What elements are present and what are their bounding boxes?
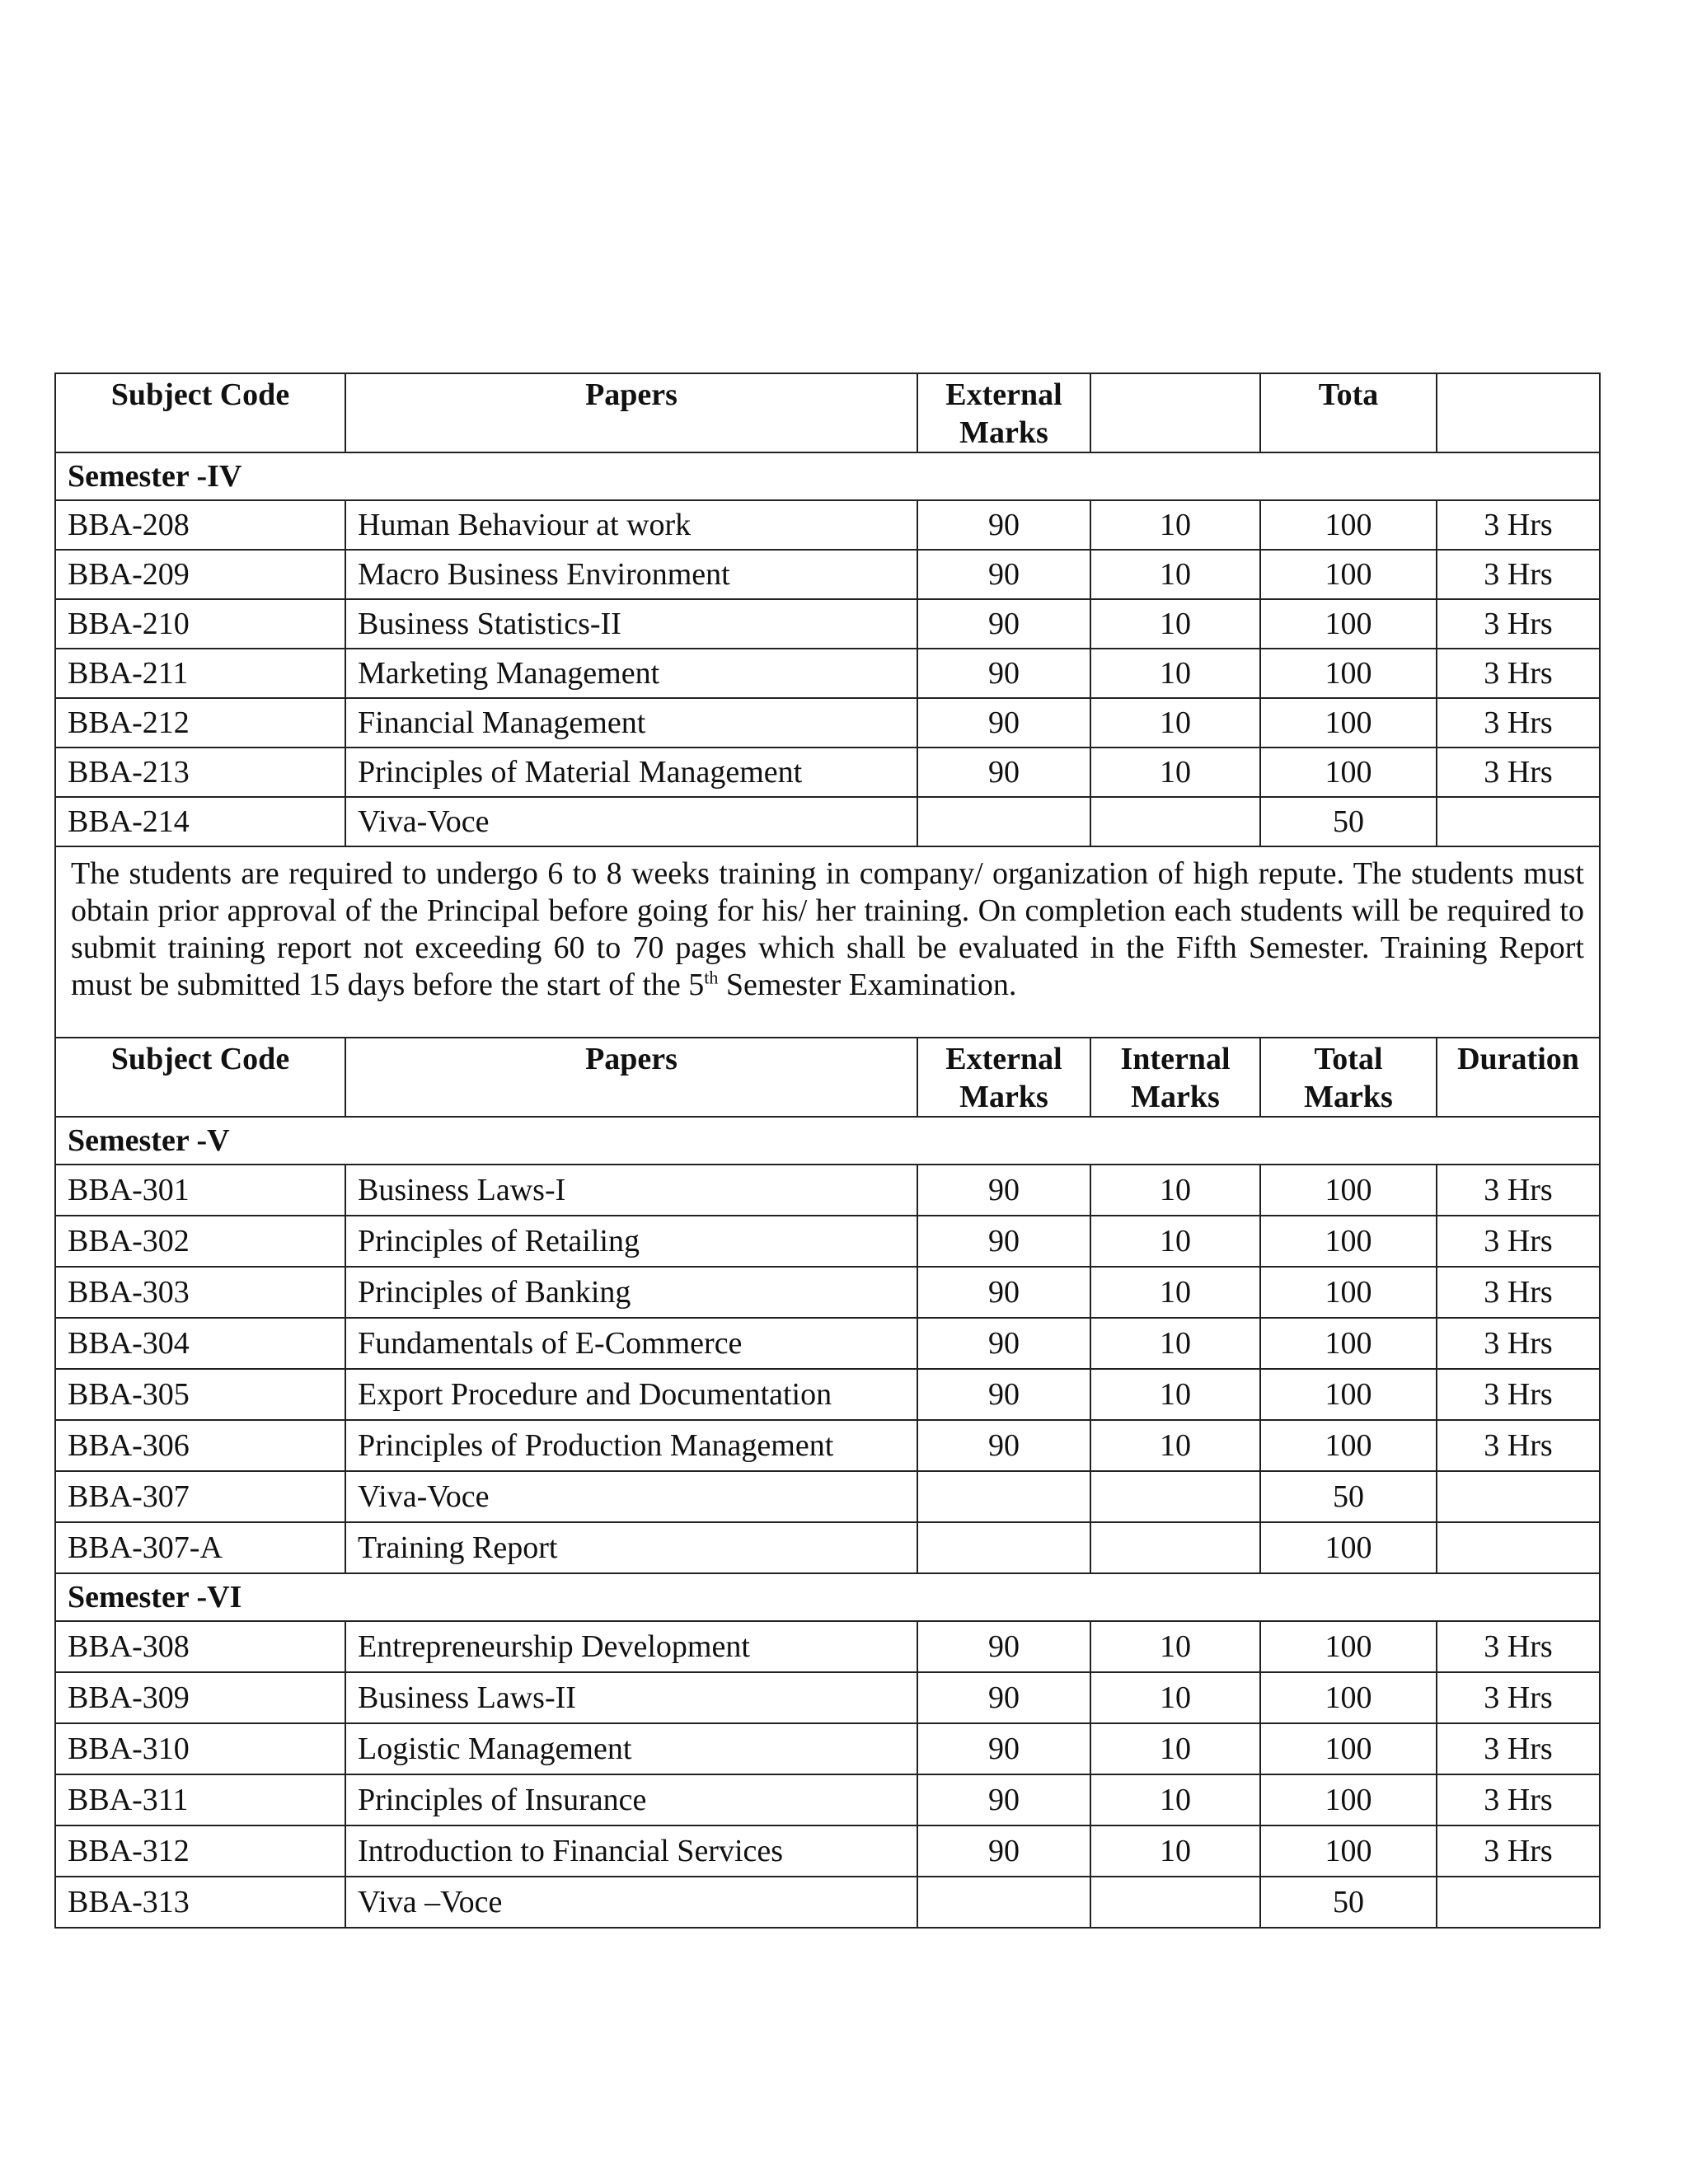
header-total: Tota <box>1260 373 1437 452</box>
header-duration: Duration <box>1437 1038 1600 1117</box>
internal-marks: 10 <box>1090 1216 1260 1267</box>
table-row <box>55 500 1600 550</box>
internal-marks: 10 <box>1090 599 1260 649</box>
subject-code: BBA-303 <box>55 1267 345 1318</box>
paper-name: Viva-Voce <box>345 1471 917 1522</box>
paper-name: Financial Management <box>345 698 917 748</box>
internal-marks: 10 <box>1090 649 1260 698</box>
total-marks: 100 <box>1260 1420 1437 1471</box>
external-marks: 90 <box>917 1672 1090 1723</box>
paper-name: Marketing Management <box>345 649 917 698</box>
paper-name: Human Behaviour at work <box>345 500 917 550</box>
duration: 3 Hrs <box>1437 1825 1600 1877</box>
total-marks: 100 <box>1260 1522 1437 1573</box>
semester-iv-title: Semester -IV <box>55 452 1600 500</box>
subject-code: BBA-214 <box>55 797 345 846</box>
semester-vi-title: Semester -VI <box>55 1573 1600 1621</box>
header-subject-code: Subject Code <box>55 1038 345 1117</box>
total-marks: 100 <box>1260 649 1437 698</box>
semester-v-heading-row <box>55 1117 1600 1165</box>
duration: 3 Hrs <box>1437 649 1600 698</box>
internal-marks: 10 <box>1090 1267 1260 1318</box>
table-row <box>55 748 1600 797</box>
duration: 3 Hrs <box>1437 1621 1600 1672</box>
paper-name: Viva-Voce <box>345 797 917 846</box>
external-marks: 90 <box>917 1165 1090 1216</box>
syllabus-table <box>54 373 1601 1929</box>
subject-code: BBA-302 <box>55 1216 345 1267</box>
table-row <box>55 649 1600 698</box>
table-row <box>55 1267 1600 1318</box>
total-marks: 50 <box>1260 1471 1437 1522</box>
header-row-1 <box>55 373 1600 452</box>
total-marks: 100 <box>1260 1369 1437 1420</box>
external-marks: 90 <box>917 698 1090 748</box>
subject-code: BBA-312 <box>55 1825 345 1877</box>
training-note-superscript: th <box>704 967 719 988</box>
table-row <box>55 1216 1600 1267</box>
total-marks: 50 <box>1260 1877 1437 1928</box>
total-marks: 100 <box>1260 1216 1437 1267</box>
duration: 3 Hrs <box>1437 1774 1600 1825</box>
subject-code: BBA-307-A <box>55 1522 345 1573</box>
semester-v-title: Semester -V <box>55 1117 1600 1165</box>
header-duration <box>1437 373 1600 452</box>
subject-code: BBA-311 <box>55 1774 345 1825</box>
subject-code: BBA-305 <box>55 1369 345 1420</box>
external-marks: 90 <box>917 1420 1090 1471</box>
paper-name: Business Laws-II <box>345 1672 917 1723</box>
total-marks: 100 <box>1260 1825 1437 1877</box>
external-marks: 90 <box>917 1267 1090 1318</box>
paper-name: Principles of Material Management <box>345 748 917 797</box>
paper-name: Introduction to Financial Services <box>345 1825 917 1877</box>
paper-name: Fundamentals of E-Commerce <box>345 1318 917 1369</box>
duration <box>1437 1471 1600 1522</box>
paper-name: Export Procedure and Documentation <box>345 1369 917 1420</box>
internal-marks <box>1090 1877 1260 1928</box>
subject-code: BBA-301 <box>55 1165 345 1216</box>
total-marks: 100 <box>1260 698 1437 748</box>
internal-marks: 10 <box>1090 1672 1260 1723</box>
total-marks: 100 <box>1260 1165 1437 1216</box>
total-marks: 100 <box>1260 1318 1437 1369</box>
paper-name: Logistic Management <box>345 1723 917 1774</box>
external-marks: 90 <box>917 1369 1090 1420</box>
external-marks <box>917 797 1090 846</box>
internal-marks: 10 <box>1090 500 1260 550</box>
header-internal-marks <box>1090 373 1260 452</box>
total-marks: 100 <box>1260 1621 1437 1672</box>
paper-name: Business Laws-I <box>345 1165 917 1216</box>
duration: 3 Hrs <box>1437 1165 1600 1216</box>
training-note-row <box>55 846 1600 1038</box>
duration: 3 Hrs <box>1437 500 1600 550</box>
semester-iv-heading-row <box>55 452 1600 500</box>
header-subject-code: Subject Code <box>55 373 345 452</box>
internal-marks: 10 <box>1090 1723 1260 1774</box>
external-marks <box>917 1877 1090 1928</box>
paper-name: Viva –Voce <box>345 1877 917 1928</box>
total-marks: 100 <box>1260 1723 1437 1774</box>
header-external-marks <box>917 373 1090 452</box>
duration: 3 Hrs <box>1437 1723 1600 1774</box>
table-row <box>55 1672 1600 1723</box>
subject-code: BBA-310 <box>55 1723 345 1774</box>
total-marks: 100 <box>1260 748 1437 797</box>
training-note <box>55 846 1600 1038</box>
internal-marks: 10 <box>1090 698 1260 748</box>
header-total-marks: Total Marks <box>1260 1038 1437 1117</box>
table-row <box>55 1774 1600 1825</box>
external-marks: 90 <box>917 599 1090 649</box>
paper-name: Business Statistics-II <box>345 599 917 649</box>
table-row <box>55 550 1600 599</box>
table-row <box>55 1522 1600 1573</box>
table-row <box>55 698 1600 748</box>
subject-code: BBA-213 <box>55 748 345 797</box>
duration: 3 Hrs <box>1437 1267 1600 1318</box>
internal-marks: 10 <box>1090 1369 1260 1420</box>
external-marks: 90 <box>917 1216 1090 1267</box>
paper-name: Macro Business Environment <box>345 550 917 599</box>
duration <box>1437 797 1600 846</box>
internal-marks: 10 <box>1090 1825 1260 1877</box>
subject-code: BBA-209 <box>55 550 345 599</box>
subject-code: BBA-208 <box>55 500 345 550</box>
table-row <box>55 1318 1600 1369</box>
total-marks: 50 <box>1260 797 1437 846</box>
paper-name: Principles of Production Management <box>345 1420 917 1471</box>
paper-name: Principles of Retailing <box>345 1216 917 1267</box>
internal-marks: 10 <box>1090 1621 1260 1672</box>
external-marks: 90 <box>917 1774 1090 1825</box>
paper-name: Entrepreneurship Development <box>345 1621 917 1672</box>
total-marks: 100 <box>1260 1267 1437 1318</box>
external-marks: 90 <box>917 748 1090 797</box>
semester-vi-heading-row <box>55 1573 1600 1621</box>
total-marks: 100 <box>1260 550 1437 599</box>
header-papers: Papers <box>345 373 917 452</box>
subject-code: BBA-304 <box>55 1318 345 1369</box>
internal-marks: 10 <box>1090 550 1260 599</box>
duration: 3 Hrs <box>1437 1318 1600 1369</box>
header-external-marks: External Marks <box>917 1038 1090 1117</box>
internal-marks <box>1090 797 1260 846</box>
duration: 3 Hrs <box>1437 550 1600 599</box>
internal-marks <box>1090 1471 1260 1522</box>
table-row <box>55 1165 1600 1216</box>
external-marks: 90 <box>917 649 1090 698</box>
external-marks <box>917 1522 1090 1573</box>
subject-code: BBA-210 <box>55 599 345 649</box>
external-marks: 90 <box>917 1318 1090 1369</box>
header-row-2 <box>55 1038 1600 1117</box>
header-papers: Papers <box>345 1038 917 1117</box>
external-marks: 90 <box>917 1723 1090 1774</box>
duration: 3 Hrs <box>1437 748 1600 797</box>
internal-marks <box>1090 1522 1260 1573</box>
external-marks: 90 <box>917 550 1090 599</box>
duration <box>1437 1877 1600 1928</box>
external-marks: 90 <box>917 1825 1090 1877</box>
duration: 3 Hrs <box>1437 1216 1600 1267</box>
duration <box>1437 1522 1600 1573</box>
training-note-text: The students are required to undergo 6 to 8 weeks training in company/ organization of high repute. The students must obtain prior approval of the Principal before going for his/ her training. On completion each students will be required to submit training report not exceeding 60 to 70 pages which shall be evaluated in the Fifth Semester. Training Report must be submitted 15 days before the start of the 5 <box>71 856 1584 1002</box>
table-row <box>55 1369 1600 1420</box>
subject-code: BBA-306 <box>55 1420 345 1471</box>
paper-name: Principles of Insurance <box>345 1774 917 1825</box>
total-marks: 100 <box>1260 599 1437 649</box>
external-marks: 90 <box>917 1621 1090 1672</box>
paper-name: Training Report <box>345 1522 917 1573</box>
syllabus-table-body <box>55 373 1600 1928</box>
internal-marks: 10 <box>1090 748 1260 797</box>
external-marks: 90 <box>917 500 1090 550</box>
training-note-text-end: Semester Examination. <box>718 968 1017 1002</box>
table-row <box>55 599 1600 649</box>
paper-name: Principles of Banking <box>345 1267 917 1318</box>
header-internal-marks: Internal Marks <box>1090 1038 1260 1117</box>
subject-code: BBA-307 <box>55 1471 345 1522</box>
duration: 3 Hrs <box>1437 1420 1600 1471</box>
table-row <box>55 797 1600 846</box>
subject-code: BBA-211 <box>55 649 345 698</box>
table-row <box>55 1723 1600 1774</box>
header-external-label: External Marks <box>945 377 1062 450</box>
total-marks: 100 <box>1260 1672 1437 1723</box>
subject-code: BBA-308 <box>55 1621 345 1672</box>
total-marks: 100 <box>1260 500 1437 550</box>
table-row <box>55 1825 1600 1877</box>
subject-code: BBA-313 <box>55 1877 345 1928</box>
total-marks: 100 <box>1260 1774 1437 1825</box>
duration: 3 Hrs <box>1437 1369 1600 1420</box>
internal-marks: 10 <box>1090 1774 1260 1825</box>
internal-marks: 10 <box>1090 1165 1260 1216</box>
internal-marks: 10 <box>1090 1420 1260 1471</box>
table-row <box>55 1877 1600 1928</box>
subject-code: BBA-309 <box>55 1672 345 1723</box>
table-row <box>55 1621 1600 1672</box>
subject-code: BBA-212 <box>55 698 345 748</box>
duration: 3 Hrs <box>1437 698 1600 748</box>
table-row <box>55 1471 1600 1522</box>
internal-marks: 10 <box>1090 1318 1260 1369</box>
duration: 3 Hrs <box>1437 599 1600 649</box>
table-row <box>55 1420 1600 1471</box>
external-marks <box>917 1471 1090 1522</box>
duration: 3 Hrs <box>1437 1672 1600 1723</box>
